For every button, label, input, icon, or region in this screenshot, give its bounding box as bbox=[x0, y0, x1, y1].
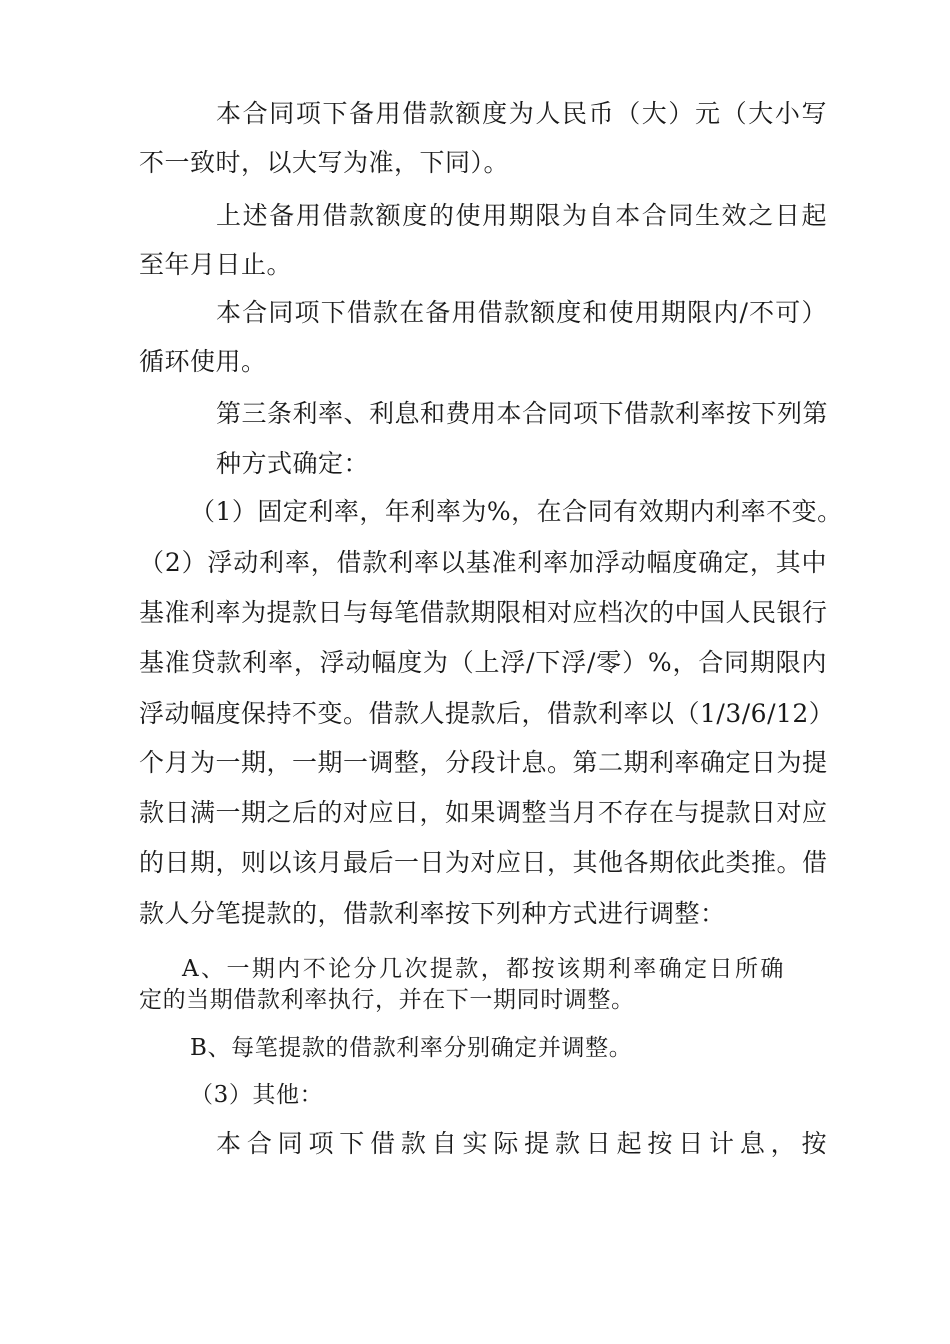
paragraph-line-4: 至年月日止。 bbox=[139, 250, 293, 279]
paragraph-line-15: 款日满一期之后的对应日，如果调整当月不存在与提款日对应 bbox=[139, 798, 828, 827]
paragraph-line-7: 第三条利率、利息和费用本合同项下借款利率按下列第 bbox=[216, 399, 829, 428]
paragraph-line-16: 的日期，则以该月最后一日为对应日，其他各期依此类推。借 bbox=[139, 848, 828, 877]
paragraph-line-9: （1）固定利率，年利率为%，在合同有效期内利率不变。 bbox=[190, 497, 843, 526]
paragraph-line-21: （3）其他： bbox=[190, 1082, 324, 1108]
paragraph-line-13: 浮动幅度保持不变。借款人提款后，借款利率以（1/3/6/12） bbox=[139, 699, 835, 728]
paragraph-line-3: 上述备用借款额度的使用期限为自本合同生效之日起 bbox=[216, 201, 827, 230]
paragraph-line-17: 款人分笔提款的，借款利率按下列种方式进行调整： bbox=[139, 899, 726, 928]
paragraph-line-20: B、每笔提款的借款利率分别确定并调整。 bbox=[190, 1035, 633, 1061]
paragraph-line-10: （2）浮动利率，借款利率以基准利率加浮动幅度确定，其中 bbox=[139, 548, 827, 577]
paragraph-line-12: 基准贷款利率，浮动幅度为（上浮/下浮/零）%，合同期限内 bbox=[139, 648, 827, 677]
paragraph-line-11: 基准利率为提款日与每笔借款期限相对应档次的中国人民银行 bbox=[139, 598, 828, 627]
paragraph-line-18: A、一期内不论分几次提款，都按该期利率确定日所确 bbox=[182, 956, 784, 982]
paragraph-line-2: 不一致时，以大写为准，下同）。 bbox=[139, 148, 510, 177]
paragraph-line-6: 循环使用。 bbox=[139, 347, 267, 376]
paragraph-line-19: 定的当期借款利率执行，并在下一期同时调整。 bbox=[139, 987, 635, 1013]
paragraph-line-1: 本合同项下备用借款额度为人民币（大）元（大小写 bbox=[216, 99, 827, 128]
paragraph-line-8: 种方式确定： bbox=[216, 449, 370, 478]
paragraph-line-22: 本合同项下借款自实际提款日起按日计息，按 bbox=[216, 1129, 827, 1158]
paragraph-line-14: 个月为一期，一期一调整，分段计息。第二期利率确定日为提 bbox=[139, 748, 828, 777]
paragraph-line-5: 本合同项下借款在备用借款额度和使用期限内/不可） bbox=[216, 298, 827, 327]
